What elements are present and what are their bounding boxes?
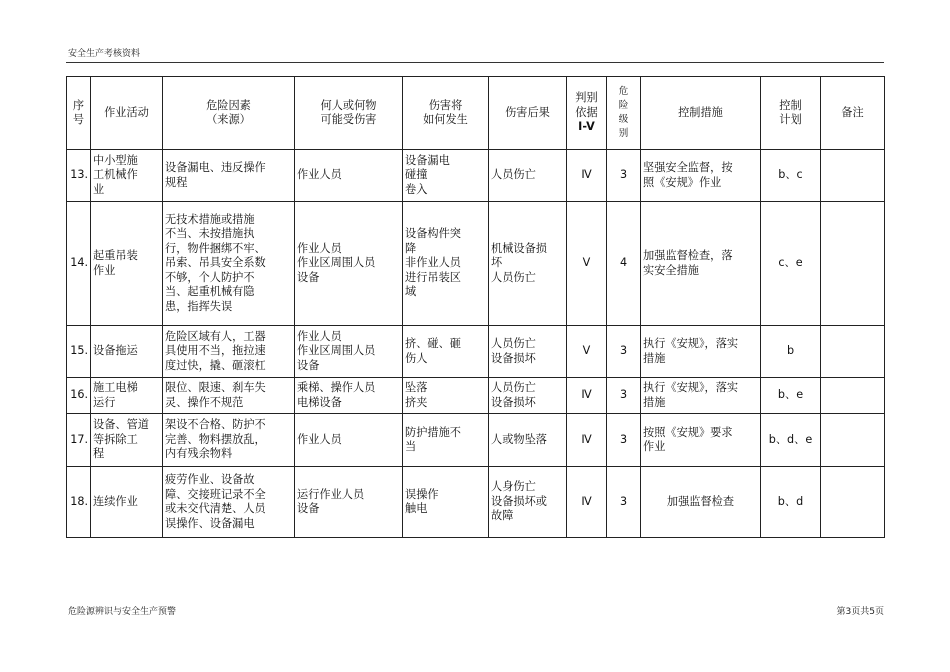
cell-remarks — [821, 150, 885, 202]
header-consequence: 伤害后果 — [489, 77, 567, 150]
cell-plan: b、c — [761, 150, 821, 202]
cell-plan: b、d — [761, 467, 821, 538]
table-row — [67, 202, 885, 326]
cell-plan: b、e — [761, 378, 821, 414]
cell-no: 13. — [67, 150, 91, 202]
cell-no: 16. — [67, 378, 91, 414]
table-row — [67, 414, 885, 467]
cell-remarks — [821, 202, 885, 326]
cell-hazard: 危险区域有人，工器 具使用不当，拖拉速 度过快，撬、砸滚杠 — [163, 326, 295, 378]
cell-plan: b、d、e — [761, 414, 821, 467]
cell-how: 挤、碰、砸 伤人 — [403, 326, 489, 378]
header-how: 伤害将 如何发生 — [403, 77, 489, 150]
cell-basis: Ⅳ — [567, 414, 607, 467]
cell-consequence: 机械设备损 坏 人员伤亡 — [489, 202, 567, 326]
cell-consequence: 人员伤亡 设备损坏 — [489, 378, 567, 414]
cell-measures: 执行《安规》，落实 措施 — [641, 378, 761, 414]
cell-consequence: 人员伤亡 设备损坏 — [489, 326, 567, 378]
cell-how: 坠落 挤夹 — [403, 378, 489, 414]
cell-measures: 执行《安规》，落实 措施 — [641, 326, 761, 378]
cell-activity: 设备拖运 — [91, 326, 163, 378]
cell-hazard: 疲劳作业、设备故 障、交接班记录不全 或未交代清楚、人员 误操作、设备漏电 — [163, 467, 295, 538]
cell-remarks — [821, 467, 885, 538]
cell-remarks — [821, 326, 885, 378]
cell-level: 3 — [607, 414, 641, 467]
cell-remarks — [821, 378, 885, 414]
cell-activity: 中小型施 工机械作 业 — [91, 150, 163, 202]
header-basis: 判别 依据 I-V — [567, 77, 607, 150]
table-row — [67, 467, 885, 538]
cell-level: 3 — [607, 326, 641, 378]
cell-basis: Ⅳ — [567, 467, 607, 538]
cell-consequence: 人员伤亡 — [489, 150, 567, 202]
cell-plan: c、e — [761, 202, 821, 326]
cell-hazard: 架设不合格、防护不 完善、物料摆放乱， 内有残余物料 — [163, 414, 295, 467]
cell-hazard: 限位、限速、刹车失 灵、操作不规范 — [163, 378, 295, 414]
cell-measures: 坚强安全监督，按 照《安规》作业 — [641, 150, 761, 202]
cell-activity: 施工电梯 运行 — [91, 378, 163, 414]
cell-level: 3 — [607, 467, 641, 538]
cell-level: 3 — [607, 378, 641, 414]
cell-plan: b — [761, 326, 821, 378]
cell-affected: 运行作业人员 设备 — [295, 467, 403, 538]
cell-affected: 乘梯、操作人员 电梯设备 — [295, 378, 403, 414]
page-header: 安全生产考核资料 — [68, 49, 141, 59]
cell-level: 4 — [607, 202, 641, 326]
cell-basis: Ⅳ — [567, 378, 607, 414]
header-level: 危 险 级 别 — [607, 77, 641, 150]
cell-how: 设备漏电 碰撞 卷入 — [403, 150, 489, 202]
table-row — [67, 326, 885, 378]
cell-no: 14. — [67, 202, 91, 326]
cell-measures: 按照《安规》要求 作业 — [641, 414, 761, 467]
cell-measures: 加强监督检查，落 实安全措施 — [641, 202, 761, 326]
cell-how: 防护措施不 当 — [403, 414, 489, 467]
table-header-row — [67, 77, 885, 150]
header-remarks: 备注 — [821, 77, 885, 150]
cell-hazard: 无技术措施或措施 不当、未按措施执 行，物件捆绑不牢、 吊索、吊具安全系数 不够，个人防护不 当、起重机械有隐 患，指挥失误 — [163, 202, 295, 326]
cell-how: 设备构件突 降 非作业人员 进行吊装区 域 — [403, 202, 489, 326]
table-row — [67, 150, 885, 202]
header-no: 序 号 — [67, 77, 91, 150]
cell-activity: 起重吊装 作业 — [91, 202, 163, 326]
cell-affected: 作业人员 — [295, 150, 403, 202]
cell-no: 15. — [67, 326, 91, 378]
hazard-table — [66, 76, 885, 538]
cell-hazard: 设备漏电、违反操作 规程 — [163, 150, 295, 202]
cell-consequence: 人或物坠落 — [489, 414, 567, 467]
table-row — [67, 378, 885, 414]
cell-basis: Ⅳ — [567, 150, 607, 202]
header-hazard: 危险因素 （来源） — [163, 77, 295, 150]
header-measures: 控制措施 — [641, 77, 761, 150]
header-affected: 何人或何物 可能受伤害 — [295, 77, 403, 150]
cell-level: 3 — [607, 150, 641, 202]
header-rule — [66, 62, 884, 63]
cell-affected: 作业人员 — [295, 414, 403, 467]
page-footer-title: 危险源辨识与安全生产预警 — [68, 607, 177, 617]
cell-basis: Ⅴ — [567, 202, 607, 326]
cell-consequence: 人身伤亡 设备损坏或 故障 — [489, 467, 567, 538]
cell-activity: 连续作业 — [91, 467, 163, 538]
cell-measures: 加强监督检查 — [641, 467, 761, 538]
cell-affected: 作业人员 作业区周围人员 设备 — [295, 326, 403, 378]
header-activity: 作业活动 — [91, 77, 163, 150]
cell-remarks — [821, 414, 885, 467]
page-number: 第3页共5页 — [836, 607, 884, 617]
cell-no: 17. — [67, 414, 91, 467]
cell-activity: 设备、管道 等拆除工 程 — [91, 414, 163, 467]
cell-how: 误操作 触电 — [403, 467, 489, 538]
cell-affected: 作业人员 作业区周围人员 设备 — [295, 202, 403, 326]
cell-no: 18. — [67, 467, 91, 538]
header-plan: 控制 计划 — [761, 77, 821, 150]
cell-basis: Ⅴ — [567, 326, 607, 378]
